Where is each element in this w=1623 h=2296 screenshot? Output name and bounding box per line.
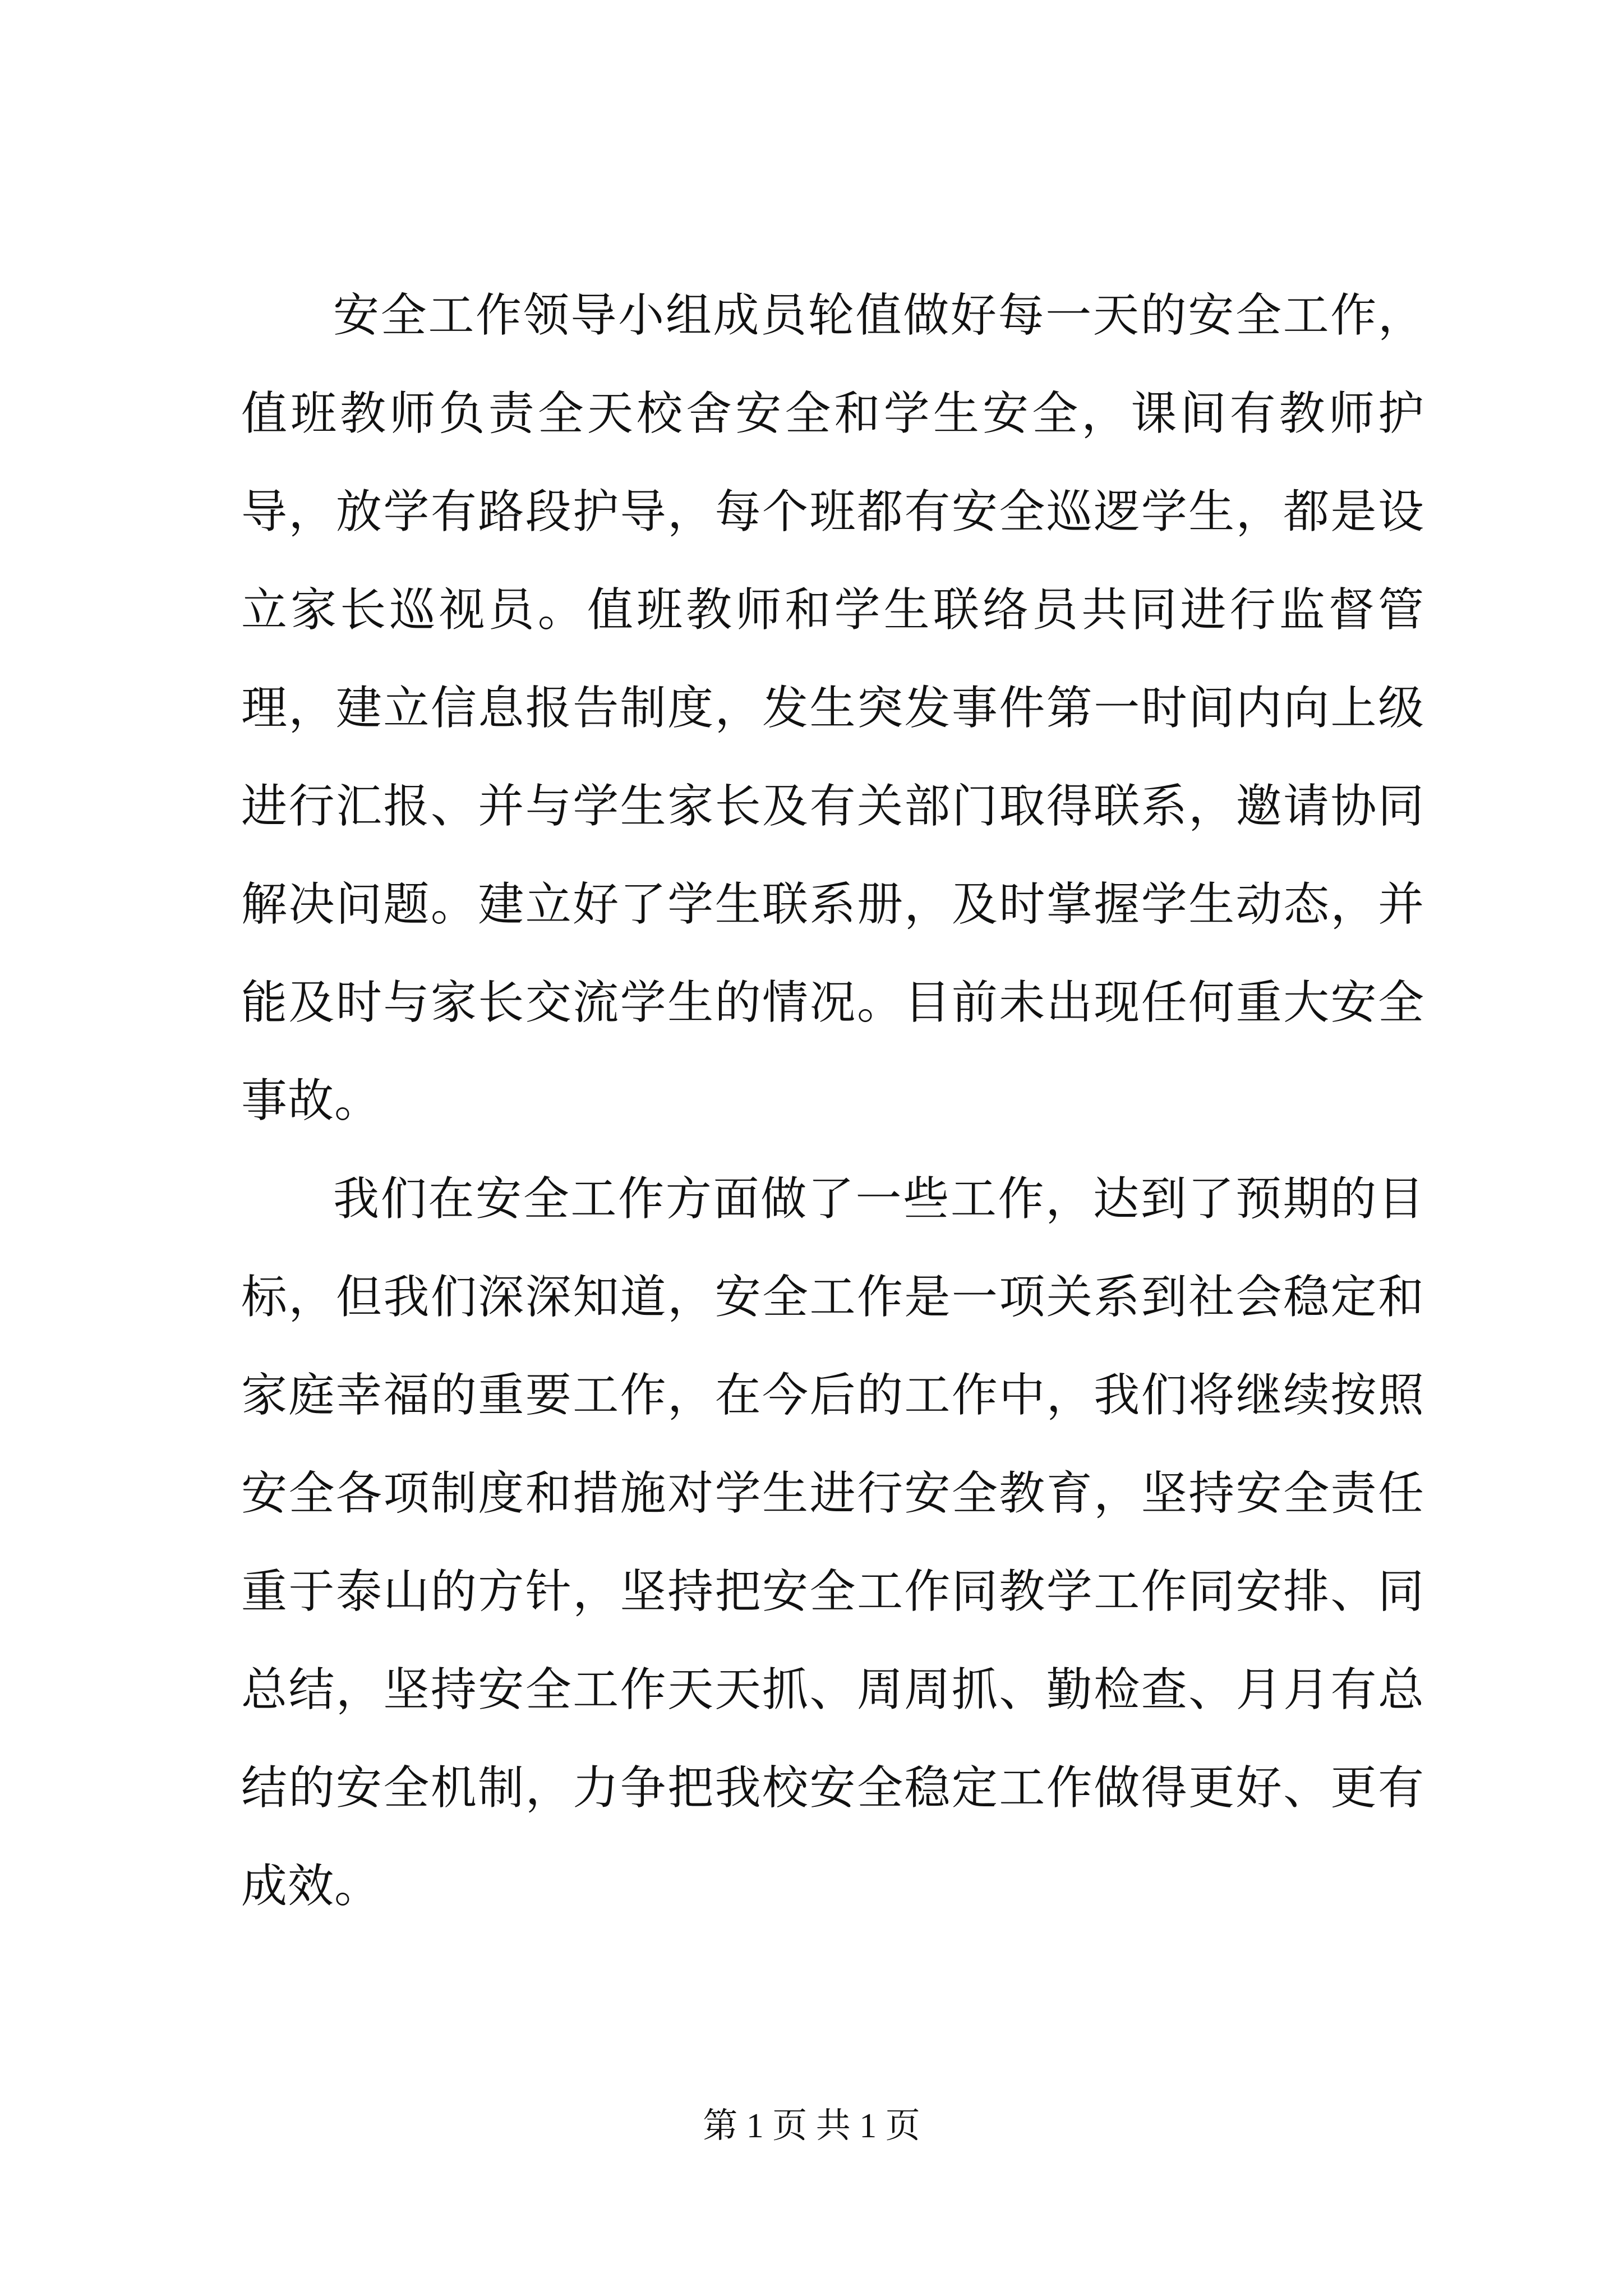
paragraph-safety-summary: 我们在安全工作方面做了一些工作，达到了预期的目标，但我们深深知道，安全工作是一项关系到社会稳定和家庭幸福的重要工作，在今后的工作中，我们将继续按照安全各项制度和措施对学生进行安全教育，坚持安全责任重于泰山的方针，坚持把安全工作同教学工作同安排、同总结，坚持安全工作天天抓、周周抓、勤检查、月月有总结的安全机制，力争把我校安全稳定工作做得更好、更有成效。 xyxy=(241,1172,1424,1913)
page-number: 第 1 页 共 1 页 xyxy=(703,2107,920,2145)
paragraph-safety-duty: 安全工作领导小组成员轮值做好每一天的安全工作，值班教师负责全天校舍安全和学生安全，课间有教师护导，放学有路段护导，每个班都有安全巡逻学生，都是设立家长巡视员。值班教师和学生联络员共同进行监督管理，建立信息报告制度，发生突发事件第一时间内向上级进行汇报、并与学生家长及有关部门取得联系，邀请协同解决问题。建立好了学生联系册，及时掌握学生动态，并能及时与家长交流学生的情况。目前未出现任何重大安全事故。 xyxy=(241,289,1424,1128)
page-footer xyxy=(0,2101,1623,2151)
document-body xyxy=(241,266,1424,1935)
